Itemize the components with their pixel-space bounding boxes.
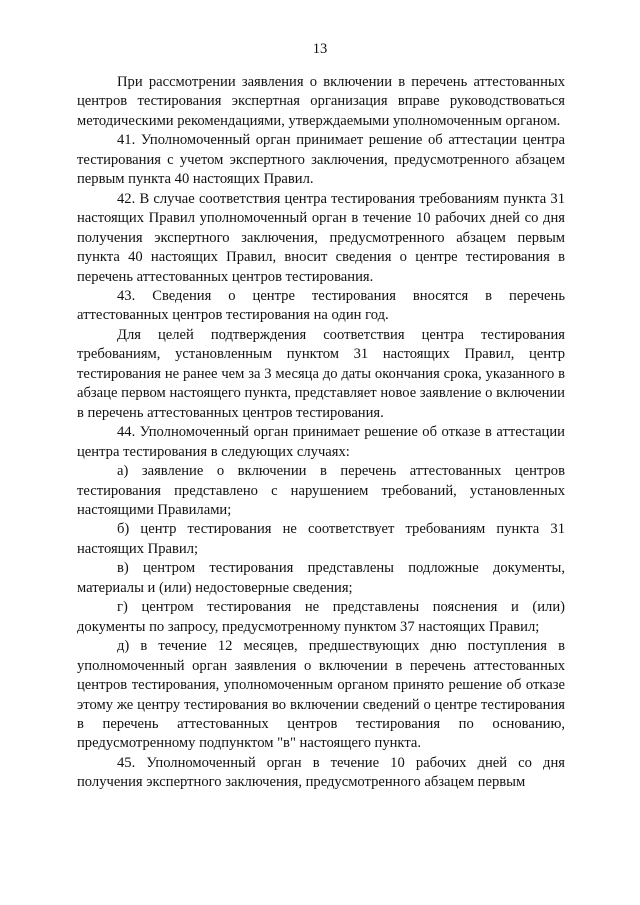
paragraph-44-g: г) центром тестирования не представлены пояснения и (или) документы по запросу, предусмотренному пунктом 37 настоящих Правил; (77, 599, 565, 635)
paragraph-44-b: б) центр тестирования не соответствует требованиям пункта 31 настоящих Правил; (77, 521, 565, 557)
paragraph-44-d: д) в течение 12 месяцев, предшествующих дню поступления в уполномоченный орган заявления о включении в перечень аттестованных центров тестирования, уполномоченным органом принято решение об отказе этому же центру тестирования во включении сведений о центре тестирования в перечень аттестованных центров тестирования по основанию, предусмотренному подпунктом "в" настоящего пункта. (77, 638, 565, 752)
paragraph-review-guidance: При рассмотрении заявления о включении в перечень аттестованных центров тестирования экспертная организация вправе руководствоваться методическими рекомендациями, утверждаемыми уполномоченным органом. (77, 74, 565, 129)
paragraph-45: 45. Уполномоченный орган в течение 10 рабочих дней со дня получения экспертного заключения, предусмотренного абзацем первым (77, 754, 565, 791)
paragraph-44-a: а) заявление о включении в перечень аттестованных центров тестирования представлено с нарушением требований, установленных настоящими Правилами; (77, 463, 565, 518)
page-number: 13 (312, 41, 328, 57)
paragraph-41: 41. Уполномоченный орган принимает решение об аттестации центра тестирования с учетом экспертного заключения, предусмотренного абзацем первым пункта 40 настоящих Правил. (77, 132, 565, 188)
paragraph-44: 44. Уполномоченный орган принимает решение об отказе в аттестации центра тестирования в следующих случаях: (77, 424, 565, 460)
paragraph-42: 42. В случае соответствия центра тестирования требованиям пункта 31 настоящих Правил уполномоченный орган в течение 10 рабочих дней со дня получения экспертного заключения, предусмотренного абзацем первым пункта 40 настоящих Правил, вносит сведения о центре тестирования в перечень аттестованных центров тестирования. (77, 190, 565, 285)
paragraph-43-renewal: Для целей подтверждения соответствия центра тестирования требованиям, установленным пунктом 31 настоящих Правил, центр тестирования не ранее чем за 3 месяца до даты окончания срока, указанного в абзаце первом настоящего пункта, представляет новое заявление о включении в перечень аттестованных центров тестирования. (77, 326, 565, 421)
paragraph-43: 43. Сведения о центре тестирования вносятся в перечень аттестованных центров тестирования на один год. (77, 287, 565, 324)
paragraph-44-v: в) центром тестирования представлены подложные документы, материалы и (или) недостоверные сведения; (77, 560, 565, 596)
document-body (77, 73, 565, 793)
